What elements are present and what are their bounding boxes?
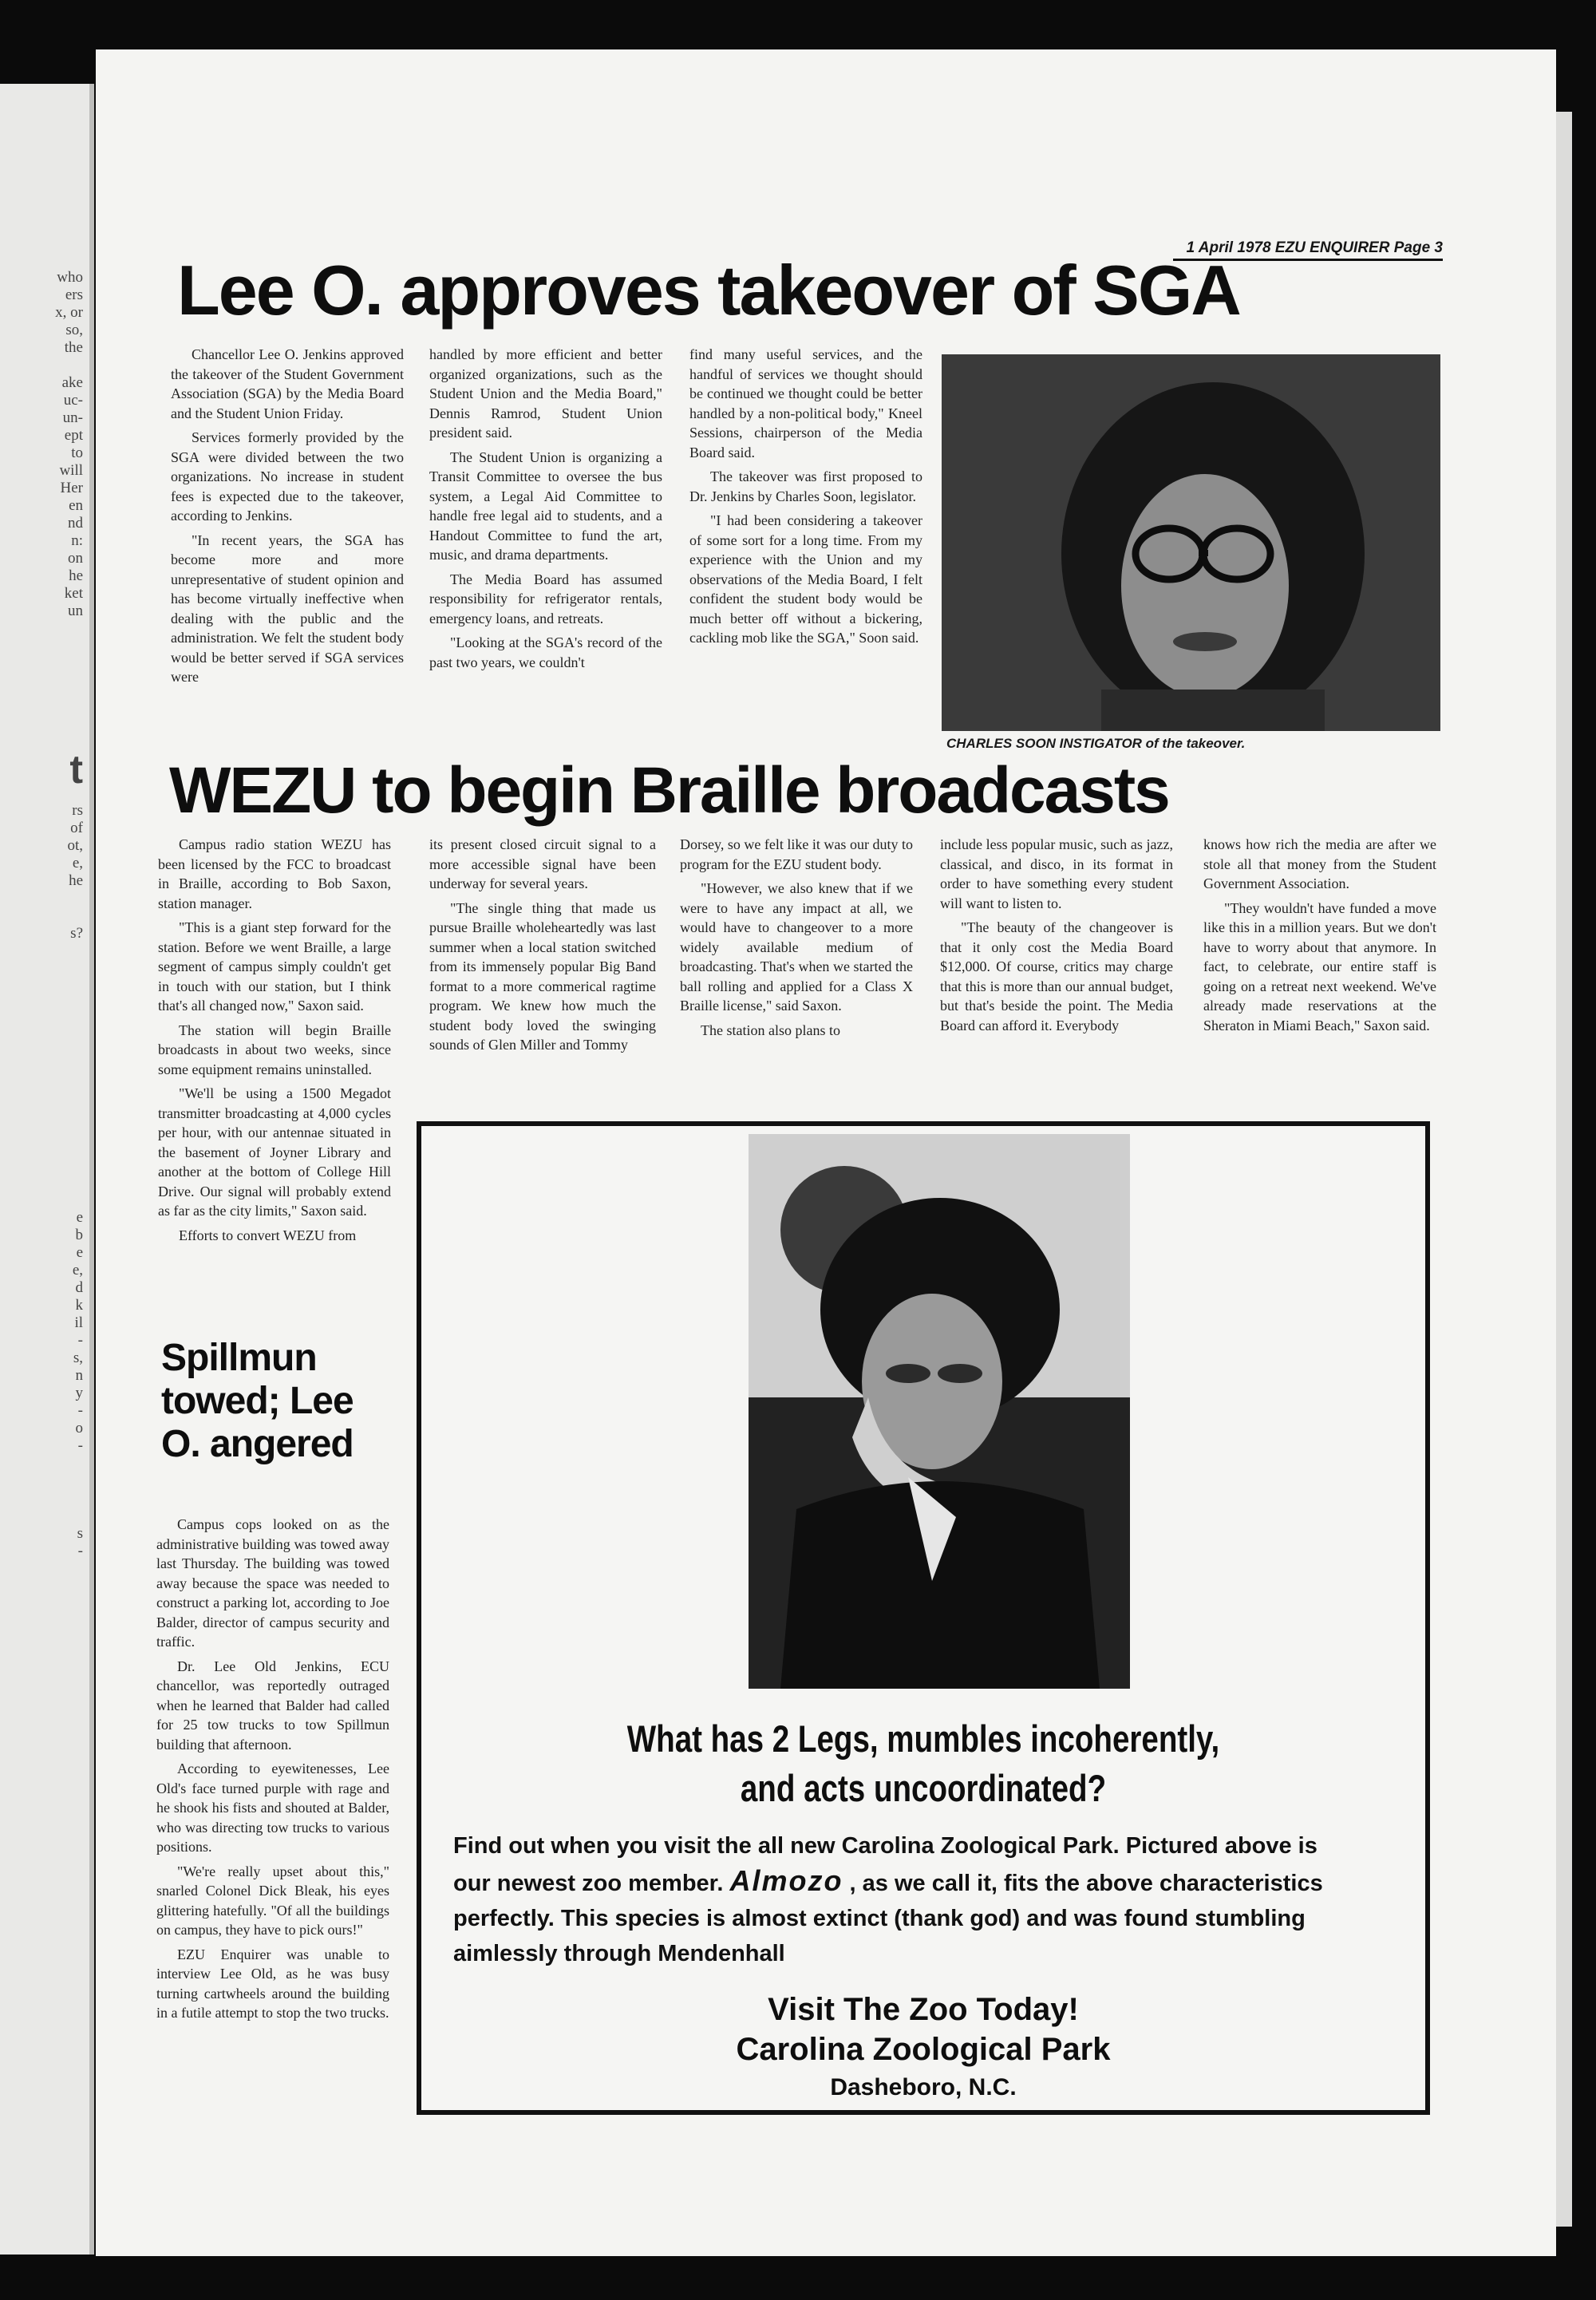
ad-photo (749, 1134, 1130, 1689)
story2-column-4: include less popular music, such as jazz, classical, and disco, in its format in order to have something every student will want to listen to. "The beauty of the changeover is that it only cost the Media Board $12,000. Of course, critics may charge that this is more than our annual budget, but that's beside the point. The Media Board can afford it. Everybody (940, 836, 1173, 1033)
ad-location: Dasheboro, N.C. (830, 2074, 1017, 2100)
ad-call-to-action: Visit The Zoo Today! (768, 1992, 1079, 2027)
story1-column-2: handled by more efficient and better organized organizations, such as the Student Union and the Media Board," Dennis Ramrod, Student Union president said. The Student Union is organizing a Transit Committee to oversee the bus system, a Legal Aid Committee to handle free legal aid to students, and a Handout Committee to fund the art, music, and drama departments. The Media Board has assumed responsibility for refrigerator rentals, emergency loans, and retreats. "Looking at the SGA's record of the past two years, we couldn't (429, 346, 662, 670)
story3-body: Campus cops looked on as the administrative building was towed away last Thursday. The building was towed away because the space was needed to construct a parking lot, according to Joe Balder, director of campus security and traffic. Dr. Lee Old Jenkins, ECU chancellor, was reportedly outraged when he learned that Balder had called for 25 tow trucks to tow Spillmun building that afternoon. According to eyewitenesses, Lee Old's face turned purple with rage and he shook his fists and shouted at Balder, who was directing tow trucks to various positions. "We're really upset about this," snarled Colonel Dick Bleak, his eyes glittering hatefully. "Of all the buildings on campus, they have to pick ours!" EZU Enquirer was unable to interview Lee Old, as he was busy turning cartwheels around the building in a futile attempt to stop the two trucks. (156, 1516, 389, 2021)
ad-species-name: Almozo (729, 1864, 843, 1897)
photo-caption: CHARLES SOON INSTIGATOR of the takeover. (946, 736, 1246, 751)
left-page-headline-fragment: t (69, 747, 83, 792)
story1-headline: Lee O. approves takeover of SGA (177, 251, 1240, 330)
story1-column-1: Chancellor Lee O. Jenkins approved the takeover of the Student Government Association (SGA) by the Media Board and the Student Union Friday. Services formerly provided by the SGA were divided between the two organizations. No increase in student fees is expected due to the takeover, according to Jenkins. "In recent years, the SGA has become more and more unrepresentative of student opinion and has become virtually ineffective when dealing with the public and the administration. We felt the student body would be better served if SGA services were (171, 346, 404, 685)
adjacent-page-edge (0, 84, 94, 2255)
story2-column-2: its present closed circuit signal to a more accessible signal have been underway for several years. "The single thing that made us pursue Braille wholeheartedly was last summer when a local station switched from its immensely popular Big Band format to a more commerical ragtime program. We knew how much the student body loved the swinging sounds of Glen Miller and Tommy (429, 836, 656, 1053)
ad-portrait-illustration (749, 1134, 1130, 1689)
charles-soon-photo (942, 354, 1440, 731)
story2-column-1: Campus radio station WEZU has been licensed by the FCC to broadcast in Braille, according to Bob Saxon, station manager. "This is a giant step forward for the station. Before we went Braille, a large segment of campus simply couldn't get in touch with our station, but I think that's all changed now," Saxon said. The station will begin Braille broadcasts in about two weeks, since some equipment remains uninstalled. "We'll be using a 1500 Megadot transmitter broadcasting at 4,000 cycles per hour, with our antennae situated in the basement of Joyner Library and another at the bottom of College Hill Drive. Our signal will probably extend as far as the city limits," Saxon said. Efforts to convert WEZU from (158, 836, 391, 1243)
zoo-advertisement (417, 1121, 1430, 2115)
story2-column-5: knows how rich the media are after we stole all that money from the Student Government Association. "They wouldn't have funded a move like this in a million years. But we don't have to worry about that anymore. In fact, to celebrate, our entire staff is going on a retreat next weekend. We've already made reservations at the Sheraton in Miami Beach," Saxon said. (1203, 836, 1436, 1033)
left-page-fragments-low: e b e e, d k il - s, n y - o - s - (72, 1209, 83, 1559)
story2-headline: WEZU to begin Braille broadcasts (169, 754, 1169, 827)
left-page-fragments-top: who ers x, or so, the ake uc- un- ept to will Her en nd n: on he ket un (55, 269, 83, 619)
story3-headline: Spillmun towed; Lee O. angered (161, 1337, 354, 1465)
story2-column-3: Dorsey, so we felt like it was our duty to program for the EZU student body. "However, we also knew that if we were to have any impact at all, we would have to changeover to a more widely available medium of broadcasting. That's when we started the ball rolling and applied for a Class X Braille license," said Saxon. The station also plans to (680, 836, 913, 1038)
ad-park-name: Carolina Zoological Park (736, 2032, 1111, 2067)
folio-line: 1 April 1978 EZU ENQUIRER Page 3 (1173, 239, 1443, 261)
ad-body: Find out when you visit the all new Carolina Zoological Park. Pictured above is our newest zoo member. Almozo , as we call it, fits the above characteristics perfectly. This species is almost extinct (thank god) and was found stumbling aimlessly through Mendenhall (453, 1833, 1323, 1966)
portrait-illustration (942, 354, 1440, 731)
left-page-fragments-mid: rs of ot, e, he s? (67, 802, 83, 942)
ad-question-line-1: What has 2 Legs, mumbles incoherently, (626, 1717, 1220, 1760)
ad-question-line-2: and acts uncoordinated? (740, 1767, 1107, 1809)
story1-column-3: find many useful services, and the handful of services we thought should be continued we thought could be better handled by a non-political body," Kneel Sessions, chairperson of the Media Board said. The takeover was first proposed to Dr. Jenkins by Charles Soon, legislator. "I had been considering a takeover of some sort for a long time. From my experience with the Union and my observations of the Media Board, I felt confident the student body would be much better off without a bickering, cackling mob like the SGA," Soon said. (689, 346, 922, 646)
